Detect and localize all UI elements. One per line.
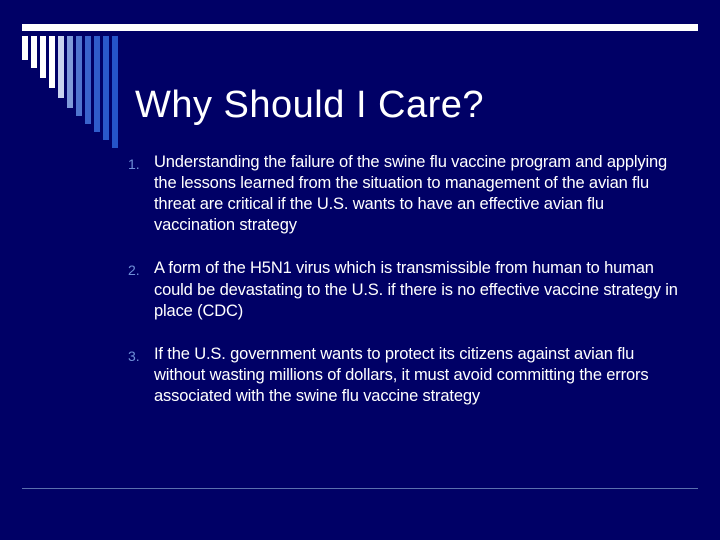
list-item (128, 344, 688, 407)
decorative-bar (31, 36, 37, 68)
decorative-bar (49, 36, 55, 88)
list-item-number: 2. (128, 262, 140, 279)
list-item-text: If the U.S. government wants to protect its citizens against avian flu without wasting millions of dollars, it must avoid committing the errors associated with the swine flu vaccine strategy (154, 344, 649, 405)
page-title: Why Should I Care? (135, 84, 485, 127)
bar-fan-decoration (22, 36, 132, 148)
bottom-rule (22, 488, 698, 489)
top-rule (22, 24, 698, 31)
decorative-bar (94, 36, 100, 132)
decorative-bar (40, 36, 46, 78)
decorative-bar (85, 36, 91, 124)
list-item-text: A form of the H5N1 virus which is transmissible from human to human could be devastating to the U.S. if there is no effective vaccine strategy in place (CDC) (154, 259, 678, 320)
decorative-bar (112, 36, 118, 148)
list-item (128, 152, 688, 236)
decorative-bar (58, 36, 64, 98)
decorative-bar (22, 36, 28, 60)
list-item-number: 1. (128, 156, 140, 172)
decorative-bar (76, 36, 82, 116)
list-item-text: Understanding the failure of the swine flu vaccine program and applying the lessons learned from the situation to management of the avian flu threat are critical if the U.S. wants to have an effective avian flu vaccination strategy (154, 153, 668, 235)
decorative-bar (103, 36, 109, 140)
bullet-list (128, 152, 688, 407)
list-item-number: 3. (128, 347, 140, 364)
decorative-bar (67, 36, 73, 108)
list-item (128, 258, 688, 321)
